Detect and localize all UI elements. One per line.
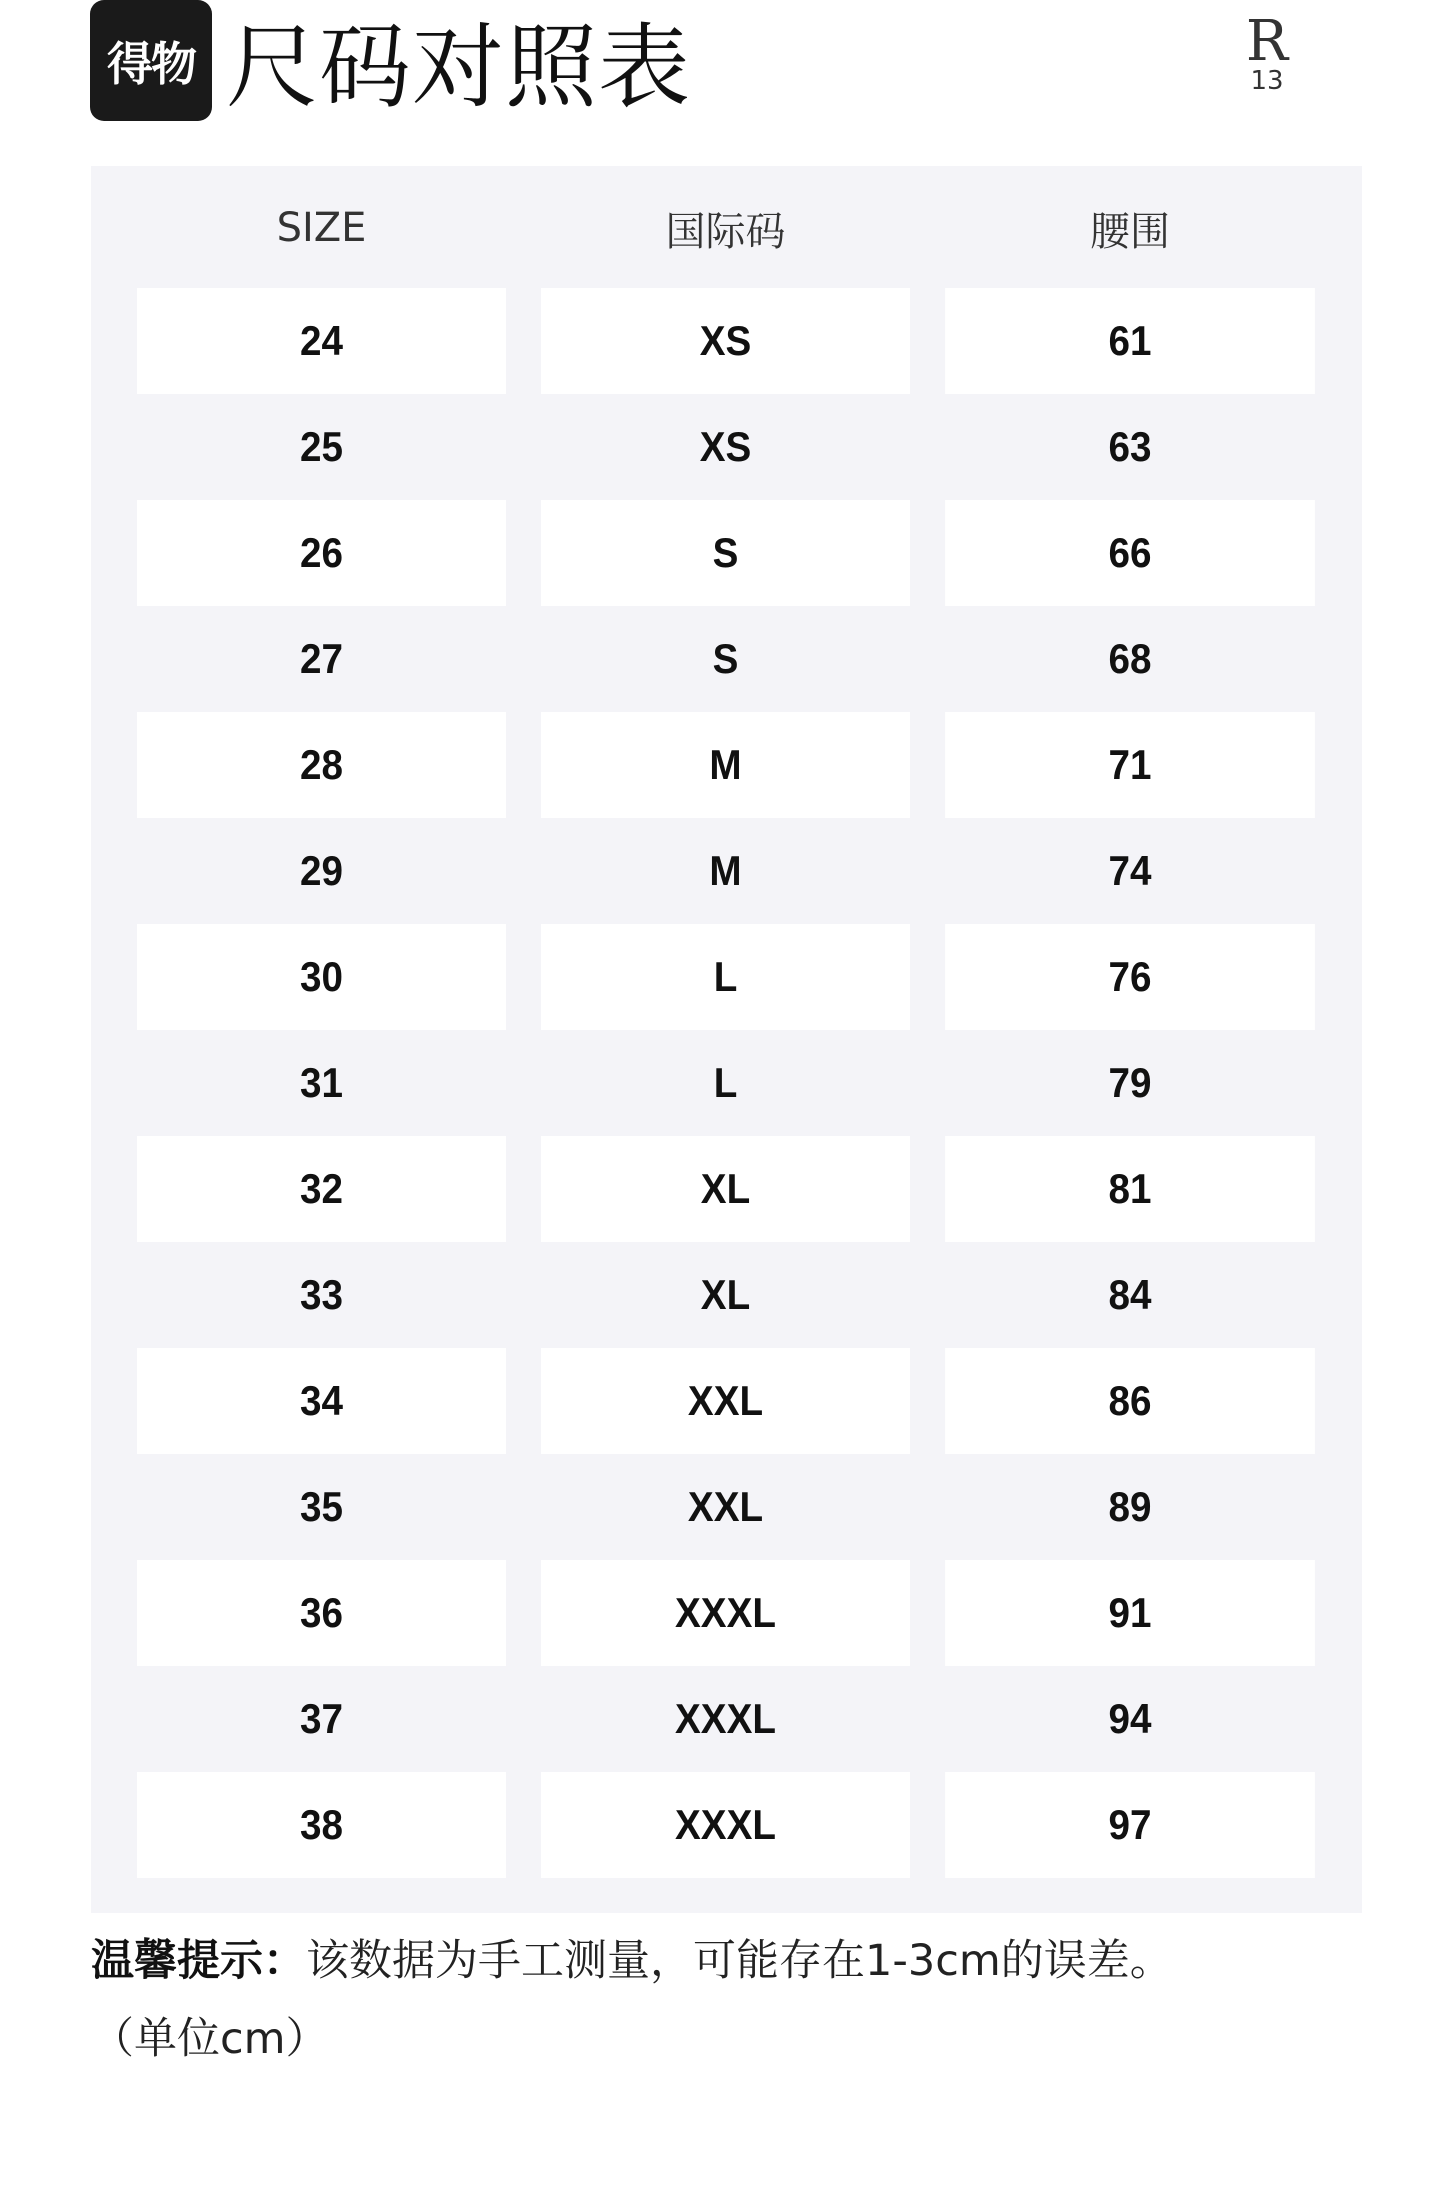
size-cell: 37 [300,1695,343,1742]
size-table [91,166,1362,1913]
tip-text: 该数据为手工测量，可能存在1-3cm的误差。 [306,1936,1173,1986]
waist-cell: 84 [1108,1271,1152,1318]
waist-cell: 66 [945,500,1315,606]
brand-mark [1232,9,1302,96]
table-row [121,1242,1331,1348]
table-row [121,1348,1331,1454]
page-title: 尺码对照表 [226,14,692,121]
table-body [121,288,1331,1878]
size-cell: 30 [137,924,506,1030]
waist-cell: 81 [945,1136,1315,1242]
waist-cell: 86 [945,1348,1315,1454]
brand-logo-text: 得物 [107,36,195,91]
table-row [121,1772,1331,1878]
brand-logo [90,0,212,121]
size-cell: 28 [137,712,506,818]
tip-line [91,1922,1381,2000]
table-row [121,500,1331,606]
size-cell: 38 [137,1772,506,1878]
table-row [121,606,1331,712]
waist-cell: 63 [1108,423,1152,470]
table-row [121,1666,1331,1772]
waist-cell: 76 [945,924,1315,1030]
size-cell: 24 [137,288,506,394]
table-row [121,712,1331,818]
size-cell: 26 [137,500,506,606]
size-cell: 31 [300,1059,343,1106]
international-size-cell: XL [541,1136,910,1242]
size-cell: 29 [300,847,343,894]
brand-mark-letter: R [1245,9,1289,74]
size-cell: 27 [300,635,343,682]
table-row [121,1030,1331,1136]
brand-mark-number: 13 [1250,66,1284,96]
size-cell: 32 [137,1136,506,1242]
waist-cell: 79 [1108,1059,1152,1106]
waist-cell: 94 [1108,1695,1152,1742]
size-cell: 35 [300,1483,343,1530]
table-row [121,1560,1331,1666]
size-cell: 33 [300,1271,343,1318]
international-size-cell: XXXL [675,1695,776,1742]
international-size-cell: XL [700,1271,751,1318]
international-size-cell: XXXL [541,1560,910,1666]
international-size-cell: L [713,1059,738,1106]
table-row [121,288,1331,394]
international-size-cell: XXL [687,1483,764,1530]
tip-label: 温馨提示： [91,1936,306,1986]
column-header-size: SIZE [276,205,367,251]
waist-cell: 91 [945,1560,1315,1666]
table-row [121,1136,1331,1242]
waist-cell: 89 [1108,1483,1152,1530]
waist-cell: 74 [1108,847,1152,894]
waist-cell: 68 [1108,635,1152,682]
unit-note: （单位cm） [91,2014,329,2064]
international-size-cell: M [709,847,742,894]
column-header-waist: 腰围 [1090,208,1170,255]
international-size-cell: XXL [541,1348,910,1454]
tip-note [91,1922,1381,2078]
international-size-cell: M [541,712,910,818]
international-size-cell: XS [541,288,910,394]
table-row [121,394,1331,500]
international-size-cell: S [712,635,739,682]
size-cell: 34 [137,1348,506,1454]
international-size-cell: XS [699,423,752,470]
table-row [121,924,1331,1030]
table-row [121,1454,1331,1560]
header [0,0,1443,165]
international-size-cell: S [541,500,910,606]
waist-cell: 61 [945,288,1315,394]
size-cell: 25 [300,423,343,470]
size-cell: 36 [137,1560,506,1666]
waist-cell: 97 [945,1772,1315,1878]
international-size-cell: XXXL [541,1772,910,1878]
table-row [121,818,1331,924]
waist-cell: 71 [945,712,1315,818]
international-size-cell: L [541,924,910,1030]
column-header-international-size: 国际码 [665,208,786,255]
